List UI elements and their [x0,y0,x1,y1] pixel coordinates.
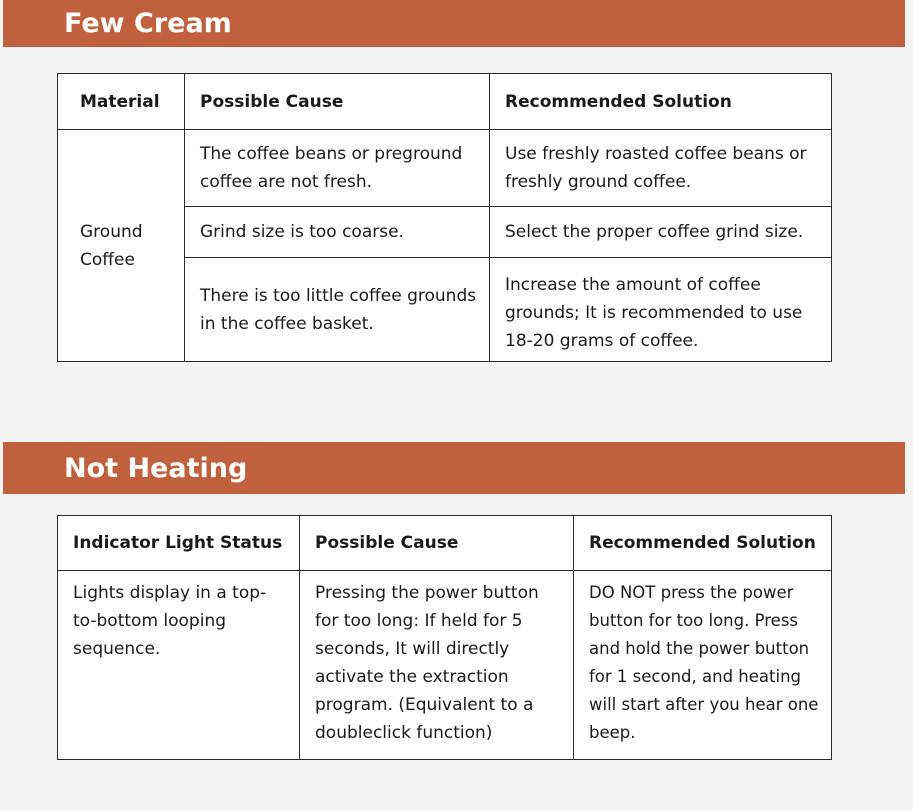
column-header-recommended-solution: Recommended Solution [574,516,832,571]
table-header-row [58,74,832,130]
solution-cell: Increase the amount of coffee grounds; It is recommended to use 18-20 grams of coffee. [490,258,832,362]
material-cell: Ground Coffee [58,130,185,362]
column-header-possible-cause: Possible Cause [300,516,574,571]
section-header-not-heating [3,442,905,494]
column-header-indicator-light-status: Indicator Light Status [58,516,300,571]
table-row [58,130,832,207]
few-cream-table [57,73,832,362]
section-header-few-cream [3,0,905,47]
column-header-material: Material [58,74,185,130]
cause-cell: There is too little coffee grounds in the coffee basket. [185,258,490,362]
cause-cell: The coffee beans or preground coffee are not fresh. [185,130,490,207]
not-heating-table [57,515,832,760]
solution-cell: Use freshly roasted coffee beans or freshly ground coffee. [490,130,832,207]
table-row [58,571,832,760]
section-title: Not Heating [64,452,248,484]
column-header-possible-cause: Possible Cause [185,74,490,130]
solution-cell: Select the proper coffee grind size. [490,207,832,258]
status-cell: Lights display in a top-to-bottom looping sequence. [58,571,300,760]
cause-cell: Pressing the power button for too long: If held for 5 seconds, It will directly activate the extraction program. (Equivalent to a doubleclick function) [300,571,574,760]
column-header-recommended-solution: Recommended Solution [490,74,832,130]
section-title: Few Cream [64,8,232,39]
solution-cell: DO NOT press the power button for too long. Press and hold the power button for 1 second, and heating will start after you hear one beep. [574,571,832,760]
cause-cell: Grind size is too coarse. [185,207,490,258]
table-header-row [58,516,832,571]
